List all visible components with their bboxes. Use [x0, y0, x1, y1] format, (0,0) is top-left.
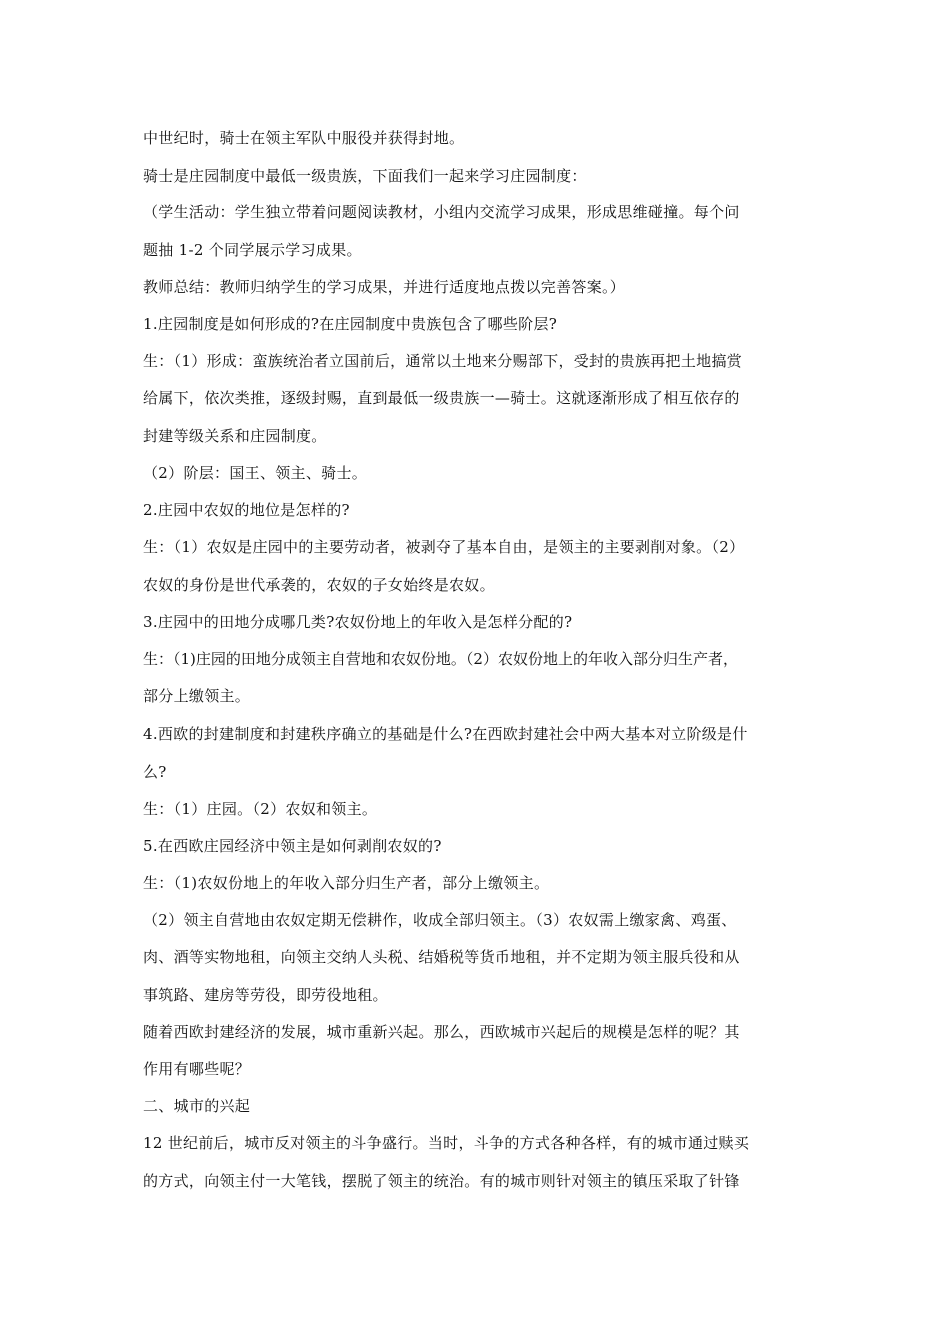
text-line: 生：（1）农奴是庄园中的主要劳动者，被剥夺了基本自由，是领主的主要剥削对象。（2）	[143, 538, 745, 556]
text-line: （2）阶层：国王、领主、骑士。	[143, 464, 368, 482]
text-line: 教师总结：教师归纳学生的学习成果，并进行适度地点拨以完善答案。）	[143, 278, 626, 296]
text-line: （学生活动：学生独立带着问题阅读教材，小组内交流学习成果，形成思维碰撞。每个问	[143, 203, 740, 221]
text-line: 随着西欧封建经济的发展，城市重新兴起。那么，西欧城市兴起后的规模是怎样的呢？其	[143, 1023, 740, 1041]
text-line: （2）领主自营地由农奴定期无偿耕作，收成全部归领主。（3）农奴需上缴家禽、鸡蛋、	[143, 911, 737, 929]
section-heading: 二、城市的兴起	[143, 1097, 251, 1115]
question-heading: 1.庄园制度是如何形成的?在庄园制度中贵族包含了哪些阶层?	[143, 315, 558, 333]
text-line: 农奴的身份是世代承袭的，农奴的子女始终是农奴。	[143, 576, 495, 594]
text-line: 生：（1）庄园。（2）农奴和领主。	[143, 800, 378, 818]
text-line: 中世纪时，骑士在领主军队中服役并获得封地。	[143, 129, 465, 147]
question-heading: 2.庄园中农奴的地位是怎样的?	[143, 501, 350, 519]
text-line: 生：（1）形成：蛮族统治者立国前后，通常以土地来分赐部下，受封的贵族再把土地搞赏	[143, 352, 743, 370]
text-line: 么?	[143, 763, 167, 781]
question-heading: 5.在西欧庄园经济中领主是如何剥削农奴的?	[143, 837, 442, 855]
text-line: 部分上缴领主。	[143, 687, 251, 705]
question-heading: 4.西欧的封建制度和封建秩序确立的基础是什么?在西欧封建社会中两大基本对立阶级是什	[143, 725, 748, 743]
text-line: 12 世纪前后，城市反对领主的斗争盛行。当时，斗争的方式各种各样，有的城市通过赎买	[143, 1134, 750, 1152]
text-line: 给属下，依次类推，逐级封赐，直到最低一级贵族一—骑士。这就逐渐形成了相互依存的	[143, 389, 740, 407]
text-line: 生：（1)农奴份地上的年收入部分归生产者，部分上缴领主。	[143, 874, 550, 892]
text-line: 的方式，向领主付一大笔钱，摆脱了领主的统治。有的城市则针对领主的镇压采取了针锋	[143, 1172, 740, 1190]
text-line: 题抽 1-2 个同学展示学习成果。	[143, 241, 362, 259]
text-line: 封建等级关系和庄园制度。	[143, 427, 327, 445]
text-line: 作用有哪些呢？	[143, 1060, 251, 1078]
text-line: 肉、酒等实物地租，向领主交纳人头税、结婚税等货币地租，并不定期为领主服兵役和从	[143, 948, 740, 966]
text-line: 骑士是庄园制度中最低一级贵族，下面我们一起来学习庄园制度：	[143, 167, 587, 185]
text-line: 生：（1)庄园的田地分成领主自营地和农奴份地。（2）农奴份地上的年收入部分归生产者，	[143, 650, 738, 668]
question-heading: 3.庄园中的田地分成哪几类?农奴份地上的年收入是怎样分配的?	[143, 613, 573, 631]
text-line: 事筑路、建房等劳役，即劳役地租。	[143, 986, 388, 1004]
